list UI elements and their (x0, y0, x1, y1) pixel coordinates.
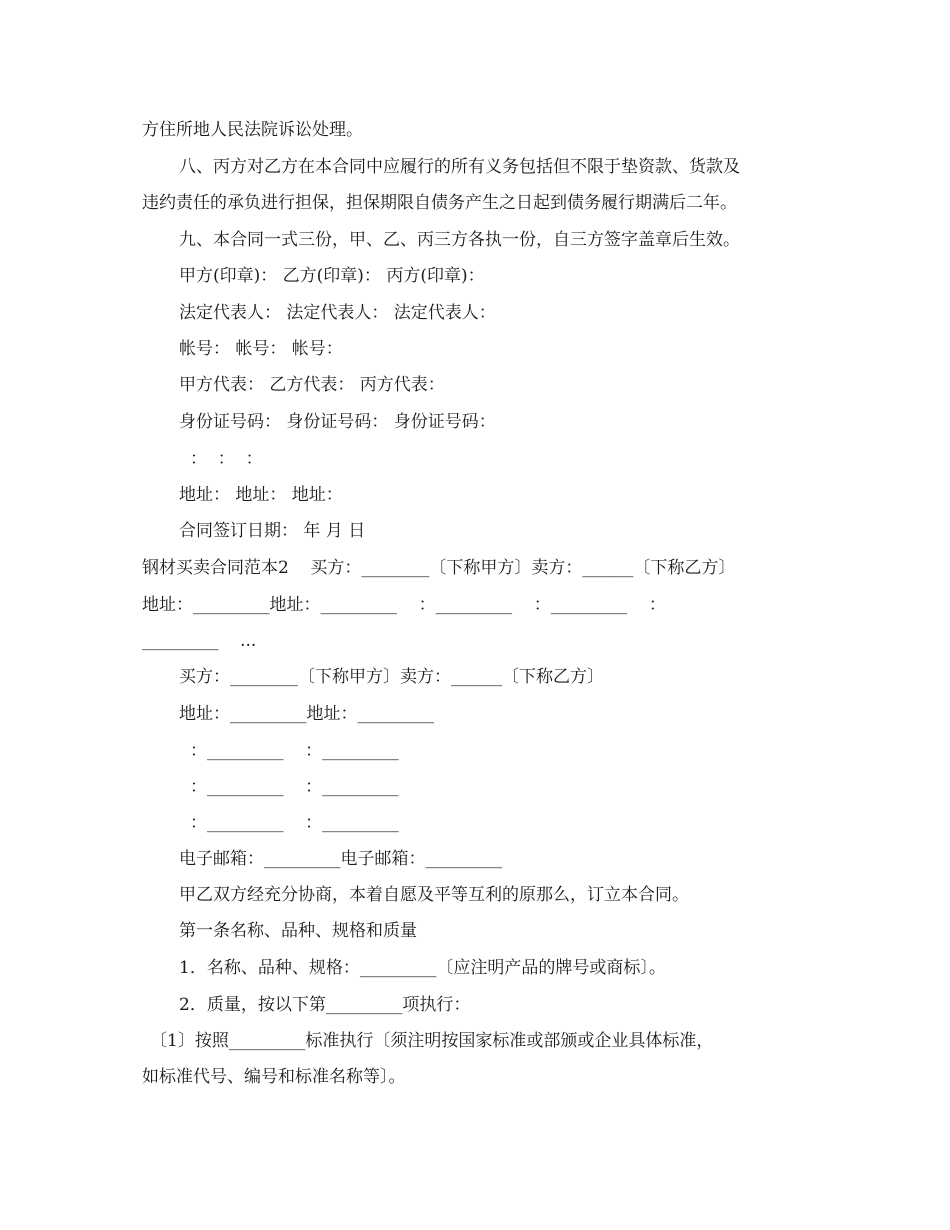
text-line: 合同签订日期： 年 月 日 (179, 521, 366, 541)
text-line: 1．名称、品种、规格：_________〔应注明产品的牌号或商标〕。 (179, 958, 666, 978)
text-line: 帐号： 帐号： 帐号： (179, 339, 343, 359)
text-line: 方住所地人民法院诉讼处理。 (142, 120, 363, 140)
text-line: ：_________ ：_________ (190, 777, 399, 797)
text-line: 如标准代号、编号和标准名称等〕。 (142, 1067, 406, 1087)
text-line: ：_________ ：_________ (190, 741, 399, 761)
text-line: 2．质量，按以下第_________项执行： (179, 995, 471, 1015)
text-line: 身份证号码： 身份证号码： 身份证号码： (179, 412, 496, 432)
text-line: 八、丙方对乙方在本合同中应履行的所有义务包括但不限于垫资款、货款及 (179, 157, 740, 177)
text-line: ： ： ： (190, 449, 263, 469)
text-line: 法定代表人： 法定代表人： 法定代表人： (179, 303, 496, 323)
text-line: 甲方代表： 乙方代表： 丙方代表： (179, 375, 445, 395)
text-line: 九、本合同一式三份，甲、乙、丙三方各执一份，自三方签字盖章后生效。 (179, 230, 740, 250)
text-line: 甲方(印章)： 乙方(印章)： 丙方(印章)： (179, 266, 485, 286)
text-line: _________ ... (142, 631, 257, 651)
text-line: 地址：_________地址：_________ ：_________ ：_________ ： (142, 595, 666, 615)
text-line: 电子邮箱：_________电子邮箱：_________ (179, 849, 502, 869)
text-line: 违约责任的承负进行担保，担保期限自债务产生之日起到债务履行期满后二年。 (142, 193, 737, 213)
text-line: 第一条名称、品种、规格和质量 (179, 921, 417, 941)
text-line: ：_________ ：_________ (190, 813, 399, 833)
text-line: 钢材买卖合同范本2 买方：________〔下称甲方〕卖方：______〔下称乙方〕 (142, 558, 736, 578)
text-line: 〔1〕按照_________标准执行〔须注明按国家标准或部颁或企业具体标准， (150, 1031, 714, 1051)
text-line: 甲乙双方经充分协商，本着自愿及平等互利的原那么，订立本合同。 (179, 885, 689, 905)
text-line: 买方：________〔下称甲方〕卖方：______〔下称乙方〕 (179, 667, 604, 687)
text-line: 地址：_________地址：_________ (179, 704, 434, 724)
text-line: 地址： 地址： 地址： (179, 485, 343, 505)
